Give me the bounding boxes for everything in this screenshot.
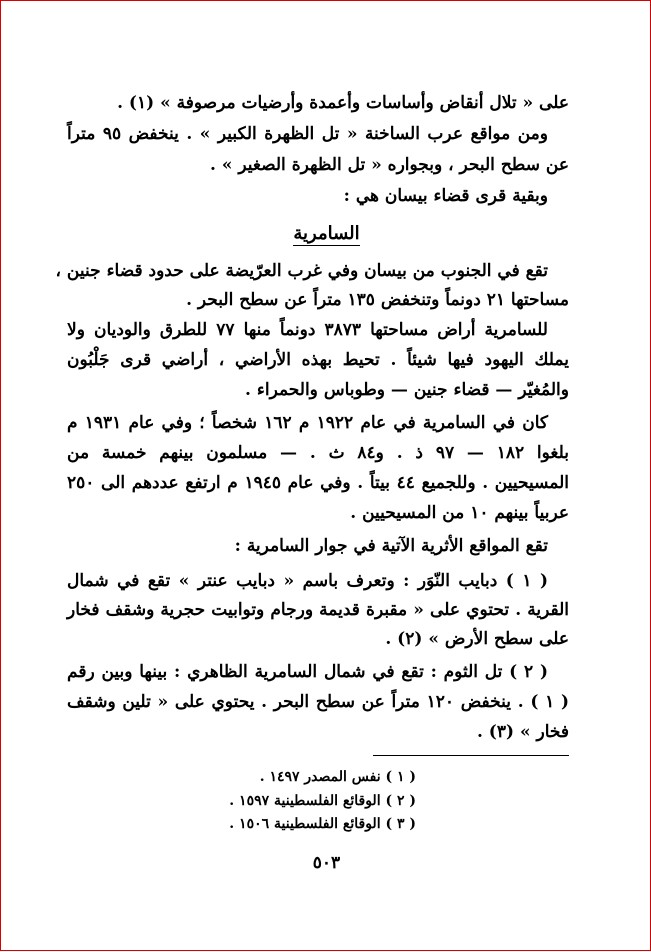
footnote-2: ( ٢ ) الوقائع الفلسطينية ١٥٩٧ . — [229, 793, 416, 809]
paragraph-line: عربياً بينهم ١٠ من المسيحيين . — [350, 503, 569, 523]
intro-line-3: عن سطح البحر ، وبجواره « تل الظهرة الصغير » . — [210, 155, 569, 175]
paragraph-line: القرية . تحتوي على « مقبرة قديمة ورجام وتوابيت حجرية وشقف فخار — [67, 600, 569, 620]
paragraph-line: فخار » (٣) . — [476, 722, 569, 742]
section-heading-text: السامرية — [293, 223, 360, 244]
intro-line-1: على « تلال أنقاض وأساسات وأعمدة وأرضيات مرصوفة » (١) . — [117, 93, 569, 113]
paragraph-line: ( ١ ) دبايب النّوَر : وتعرف باسم « دبايب عنتر » تقع في شمال — [67, 571, 548, 591]
paragraph-line: المسيحيين . وللجميع ٤٤ بيتاً . وفي عام ١٩٤٥ م ارتفع عددهم الى ٢٥٠ — [67, 473, 569, 493]
paragraph-line: كان في السامرية في عام ١٩٢٢ م ١٦٢ شخصاً ؛ وفي عام ١٩٣١ م — [67, 413, 548, 433]
section-heading — [1, 223, 651, 244]
paragraph-line: للسامرية أراض مساحتها ٣٨٧٣ دونماً منها ٧٧ للطرق والوديان ولا — [67, 320, 548, 340]
paragraph-line: ( ١ ) . ينخفض ١٢٠ متراً عن سطح البحر . يحتوي على « تلين وشقف — [67, 692, 569, 712]
footnote-1: ( ١ ) نفس المصدر ١٤٩٧ . — [259, 769, 416, 785]
paragraph-line: تقع المواقع الأثرية الآتية في جوار السامرية : — [234, 536, 548, 556]
paragraph-line: بلغوا ١٨٢ — ٩٧ ذ . و٨٤ ث . — مسلمون بينهم خمسة من — [67, 443, 569, 463]
paragraph-line: ( ٢ ) تل الثوم : تقع في شمال السامرية الظاهري : بينها وبين رقم — [67, 662, 549, 682]
paragraph-line: يملك اليهود فيها شيئاً . تحيط بهذه الأراضي ، أراضي قرى جَلْبُون — [67, 350, 569, 370]
paragraph-line: مساحتها ٢١ دونماً وتنخفض ١٣٥ متراً عن سطح البحر . — [186, 290, 569, 310]
book-page — [1, 1, 651, 952]
intro-line-2: ومن مواقع عرب الساخنة « تل الظهرة الكبير » . ينخفض ٩٥ متراً — [67, 124, 548, 144]
paragraph-line: تقع في الجنوب من بيسان وفي غرب العرّيضة على حدود قضاء جنين ، — [55, 261, 548, 281]
intro-line-4: وبقية قرى قضاء بيسان هي : — [343, 186, 548, 206]
footnote-3: ( ٣ ) الوقائع الفلسطينية ١٥٠٦ . — [229, 816, 416, 832]
footnote-divider — [373, 755, 569, 756]
page-number: ٥٠٣ — [312, 853, 341, 873]
paragraph-line: والمُغيّر — قضاء جنين — وطوباس والحمراء . — [245, 380, 569, 400]
paragraph-line: على سطح الأرض » (٢) . — [385, 629, 569, 649]
